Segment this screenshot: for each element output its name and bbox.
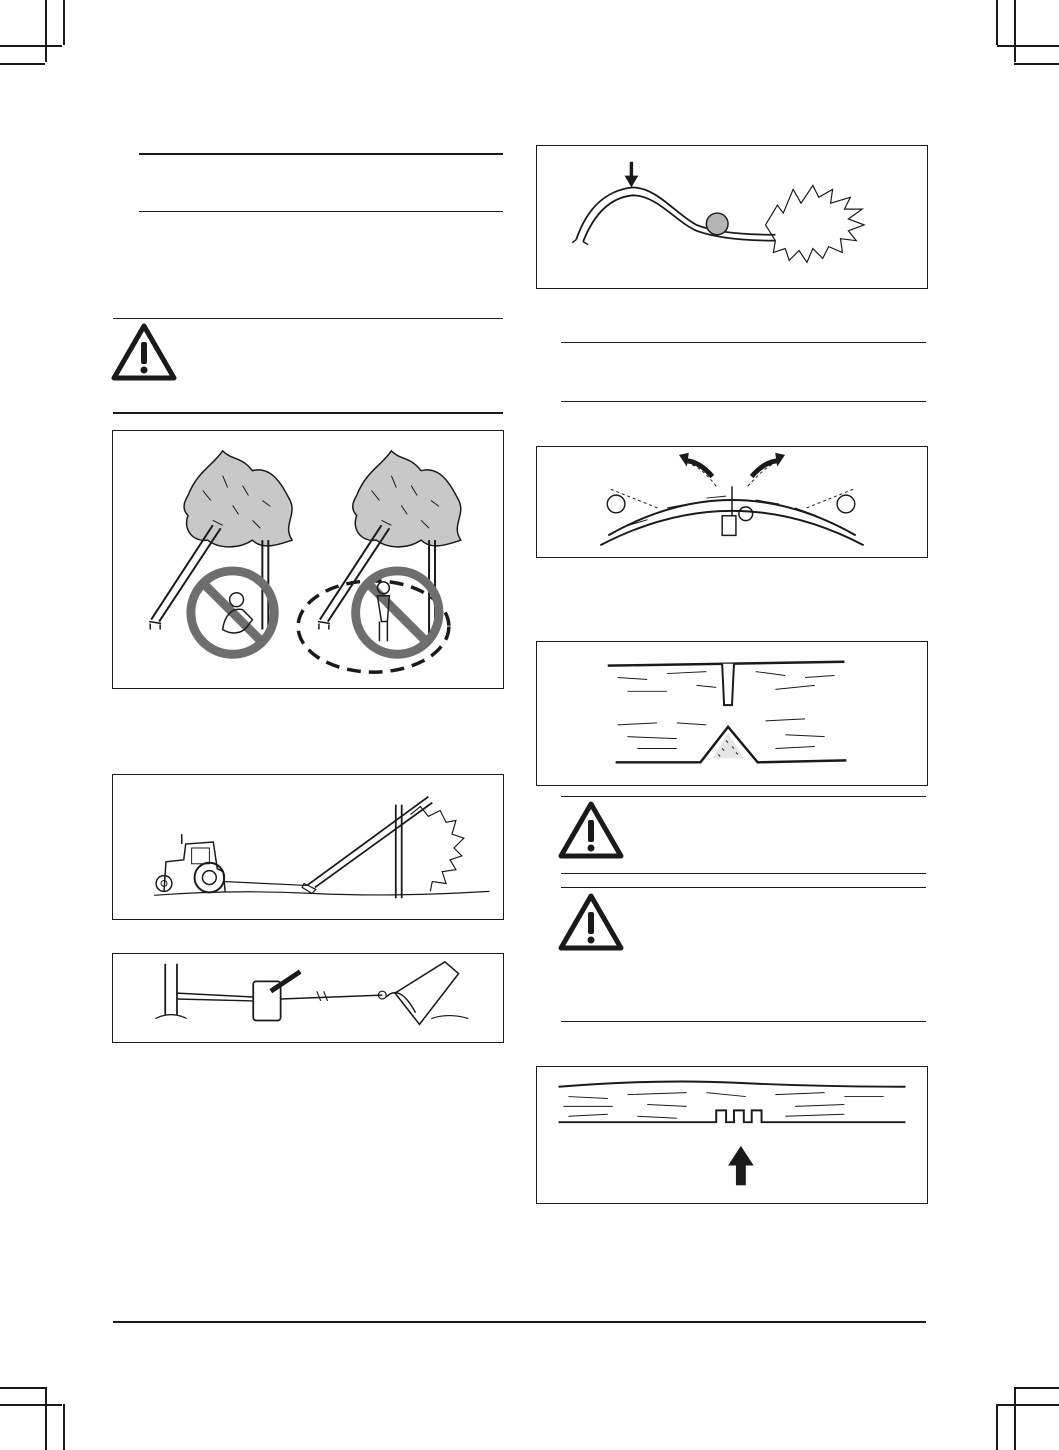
section-rule bbox=[561, 401, 926, 402]
crop-mark bbox=[0, 63, 45, 65]
warning-rule-bottom bbox=[113, 412, 503, 414]
warning-triangle-icon bbox=[558, 801, 624, 859]
warning-triangle-icon bbox=[558, 893, 624, 951]
crop-mark bbox=[997, 45, 1059, 47]
warning-triangle-icon bbox=[111, 323, 177, 381]
crop-mark bbox=[63, 1404, 65, 1450]
fig-tractor-winch bbox=[112, 774, 504, 920]
crop-mark bbox=[45, 1387, 47, 1450]
crop-mark bbox=[997, 1404, 1059, 1406]
crop-mark bbox=[1014, 1387, 1059, 1389]
crop-mark bbox=[0, 1387, 45, 1389]
section-rule bbox=[561, 342, 926, 343]
crop-mark bbox=[1014, 0, 1016, 62]
crop-mark bbox=[63, 0, 65, 45]
fig-tension-trunk bbox=[536, 446, 928, 558]
warning-rule-top bbox=[561, 887, 926, 888]
crop-mark bbox=[996, 1404, 998, 1450]
crop-mark bbox=[45, 0, 47, 62]
warning-rule-top bbox=[113, 318, 503, 319]
fig-no-cut-trapped-tree bbox=[112, 430, 504, 689]
crop-mark bbox=[1014, 63, 1059, 65]
fig-cut-notches bbox=[536, 641, 928, 786]
fig-hand-winch bbox=[112, 953, 504, 1043]
crop-mark bbox=[0, 45, 62, 47]
crop-mark bbox=[0, 1404, 62, 1406]
warning-rule-top bbox=[561, 796, 926, 797]
fig-spring-pole bbox=[536, 145, 928, 289]
warning-rule-bottom bbox=[561, 1021, 926, 1022]
footer-rule bbox=[113, 1321, 926, 1323]
section-rule bbox=[139, 153, 503, 155]
warning-rule-bottom bbox=[561, 873, 926, 874]
fig-relief-cuts bbox=[536, 1066, 928, 1204]
crop-mark bbox=[996, 0, 998, 45]
crop-mark bbox=[1014, 1387, 1016, 1450]
section-rule bbox=[139, 211, 503, 212]
